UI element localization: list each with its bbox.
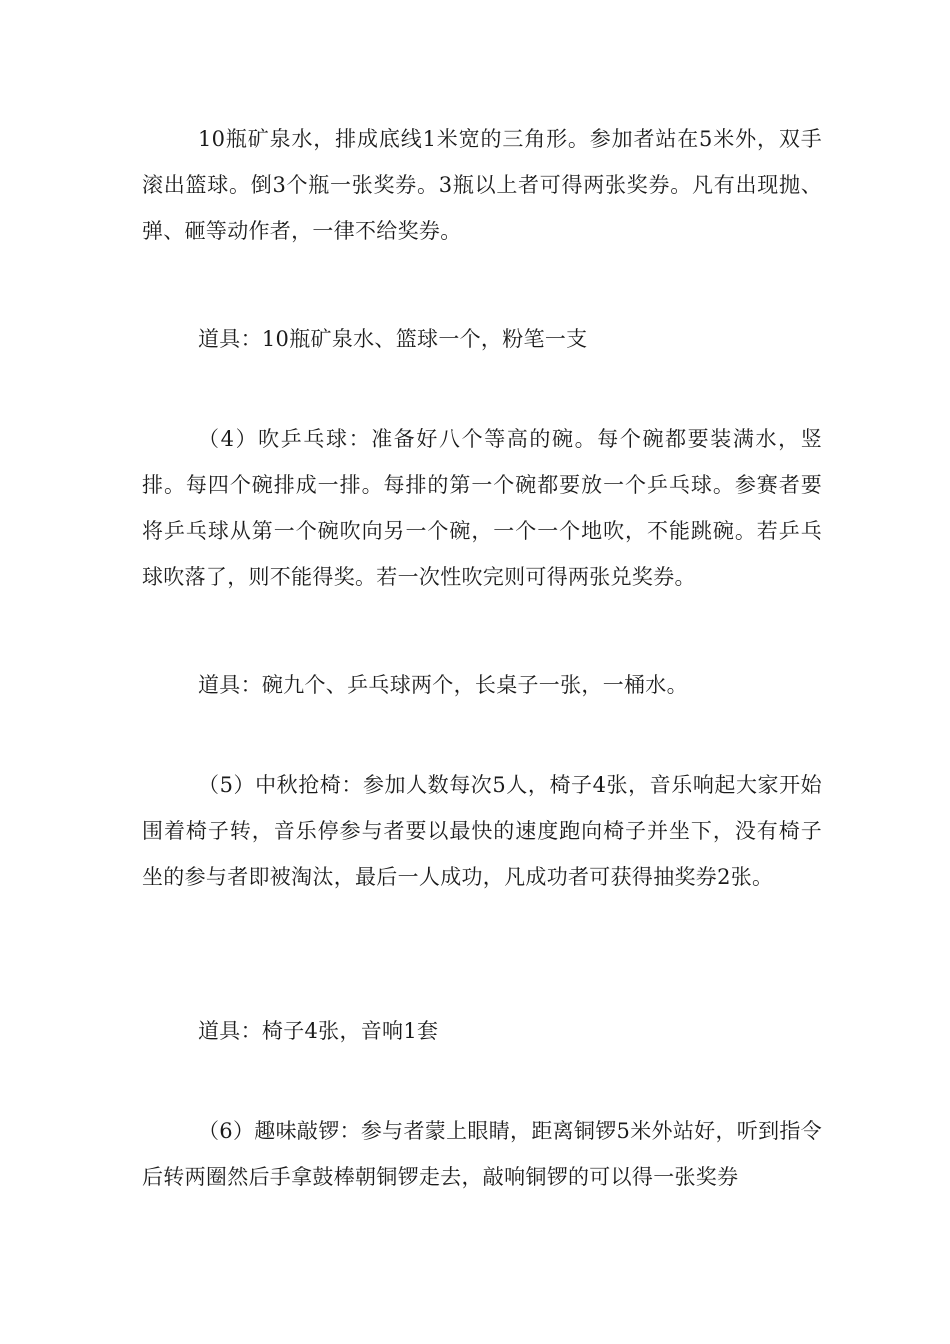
paragraph-gong-rules: （6）趣味敲锣：参与者蒙上眼睛，距离铜锣5米外站好，听到指令后转两圈然后手拿鼓棒朝铜锣走去，敲响铜锣的可以得一张奖券 <box>142 1119 822 1189</box>
paragraph-bottle-bowling-rules: 10瓶矿泉水，排成底线1米宽的三角形。参加者站在5米外，双手滚出篮球。倒3个瓶一张奖券。3瓶以上者可得两张奖券。凡有出现抛、弹、砸等动作者，一律不给奖券。 <box>142 127 822 243</box>
paragraph-pingpong-rules: （4）吹乒乓球：准备好八个等高的碗。每个碗都要装满水，竖排。每四个碗排成一排。每排的第一个碗都要放一个乒乓球。参赛者要将乒乓球从第一个碗吹向另一个碗，一个一个地吹，不能跳碗。若乒乓球吹落了，则不能得奖。若一次性吹完则可得两张兑奖券。 <box>142 427 822 589</box>
paragraph-bottle-bowling-props: 道具：10瓶矿泉水、篮球一个，粉笔一支 <box>198 327 588 351</box>
paragraph-musical-chairs-rules: （5）中秋抢椅：参加人数每次5人，椅子4张，音乐响起大家开始围着椅子转，音乐停参与者要以最快的速度跑向椅子并坐下，没有椅子坐的参与者即被淘汰，最后一人成功，凡成功者可获得抽奖券2张。 <box>142 773 822 889</box>
paragraph-musical-chairs-props: 道具：椅子4张，音响1套 <box>198 1019 439 1043</box>
paragraph-pingpong-props: 道具：碗九个、乒乓球两个，长桌子一张，一桶水。 <box>198 673 688 697</box>
